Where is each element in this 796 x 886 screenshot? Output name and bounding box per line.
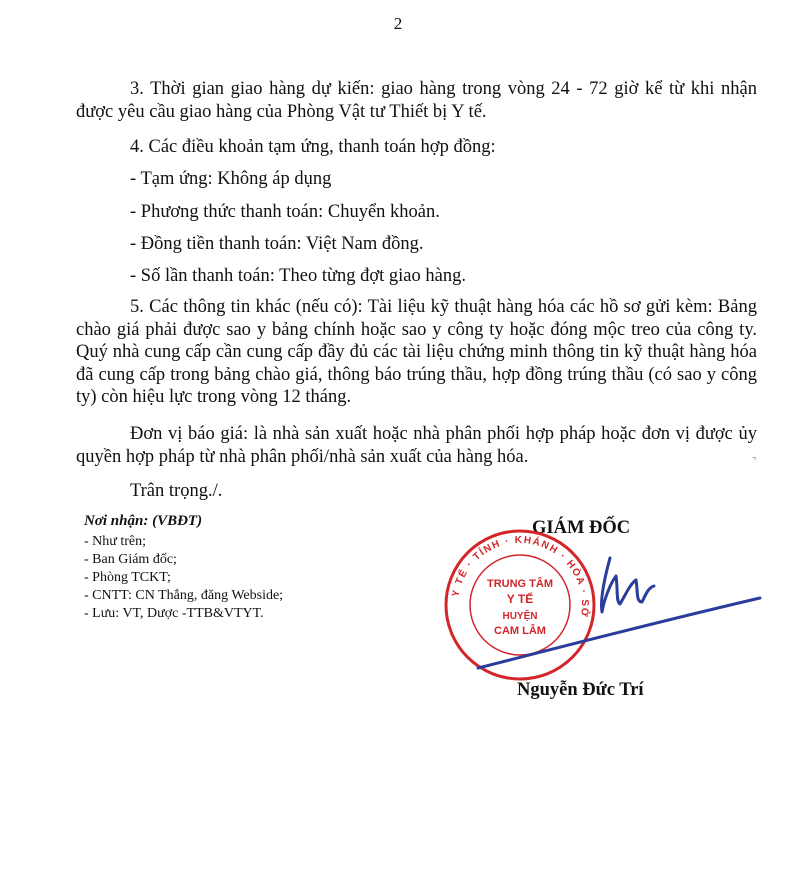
payment-currency-item: - Đồng tiền thanh toán: Việt Nam đồng. — [130, 234, 424, 254]
recipient-item: - CNTT: CN Thắng, đăng Webside; — [84, 588, 284, 603]
advance-payment-item: - Tạm ứng: Không áp dụng — [130, 169, 332, 189]
recipient-item: - Ban Giám đốc; — [84, 552, 177, 567]
stamp-line: CAM LÂM — [494, 625, 546, 637]
payment-installments-item: - Số lần thanh toán: Theo từng đợt giao hàng. — [130, 266, 466, 286]
closing-text: Trân trọng./. — [130, 481, 223, 501]
director-title: GIÁM ĐỐC — [532, 518, 631, 538]
recipient-item: - Như trên; — [84, 534, 147, 549]
page-number: 2 — [393, 14, 403, 33]
recipients-title: Nơi nhận: (VBĐT) — [84, 513, 203, 529]
stamp-line: HUYỆN — [502, 611, 538, 622]
signer-name: Nguyễn Đức Trí — [517, 680, 644, 700]
payment-terms-heading: 4. Các điều khoản tạm ứng, thanh toán hợp đồng: — [130, 137, 496, 157]
other-info-paragraph: 5. Các thông tin khác (nếu có): Tài liệu kỹ thuật hàng hóa các hồ sơ gửi kèm: Bảng chào giá phải được sao y bảng chính hoặc sao y công ty hoặc đóng mộc treo của công ty. Quý nhà cung cấp cần cung cấp đầy đủ các tài liệu chứng minh thông tin kỹ thuật hàng hóa đã cung cấp trong bảng chào giá, thông báo trúng thầu, hợp đồng trúng thầu (có sao y công ty) còn hiệu lực trong vòng 12 tháng. — [76, 297, 757, 407]
stamp-ring-text: Y TẾ · TỈNH · KHÁNH · HÒA · SỞ — [450, 534, 591, 619]
handwritten-signature-icon — [470, 540, 770, 680]
recipient-item: - Lưu: VT, Dược -TTB&VTYT. — [84, 606, 264, 621]
delivery-time-paragraph: 3. Thời gian giao hàng dự kiến: giao hàng trong vòng 24 - 72 giờ kể từ khi nhận được yêu cầu giao hàng của Phòng Vật tư Thiết bị Y tế. — [76, 79, 757, 122]
stamp-line: TRUNG TÂM — [487, 578, 553, 590]
quote-unit-paragraph: Đơn vị báo giá: là nhà sản xuất hoặc nhà phân phối hợp pháp hoặc đơn vị được ủy quyền hợp pháp từ nhà phân phối/nhà sản xuất của hàng hóa. — [76, 424, 757, 467]
recipient-item: - Phòng TCKT; — [84, 570, 171, 585]
payment-method-item: - Phương thức thanh toán: Chuyển khoản. — [130, 202, 440, 222]
stamp-line: Y TẾ — [506, 592, 534, 606]
margin-mark: ⌝ — [752, 456, 757, 466]
